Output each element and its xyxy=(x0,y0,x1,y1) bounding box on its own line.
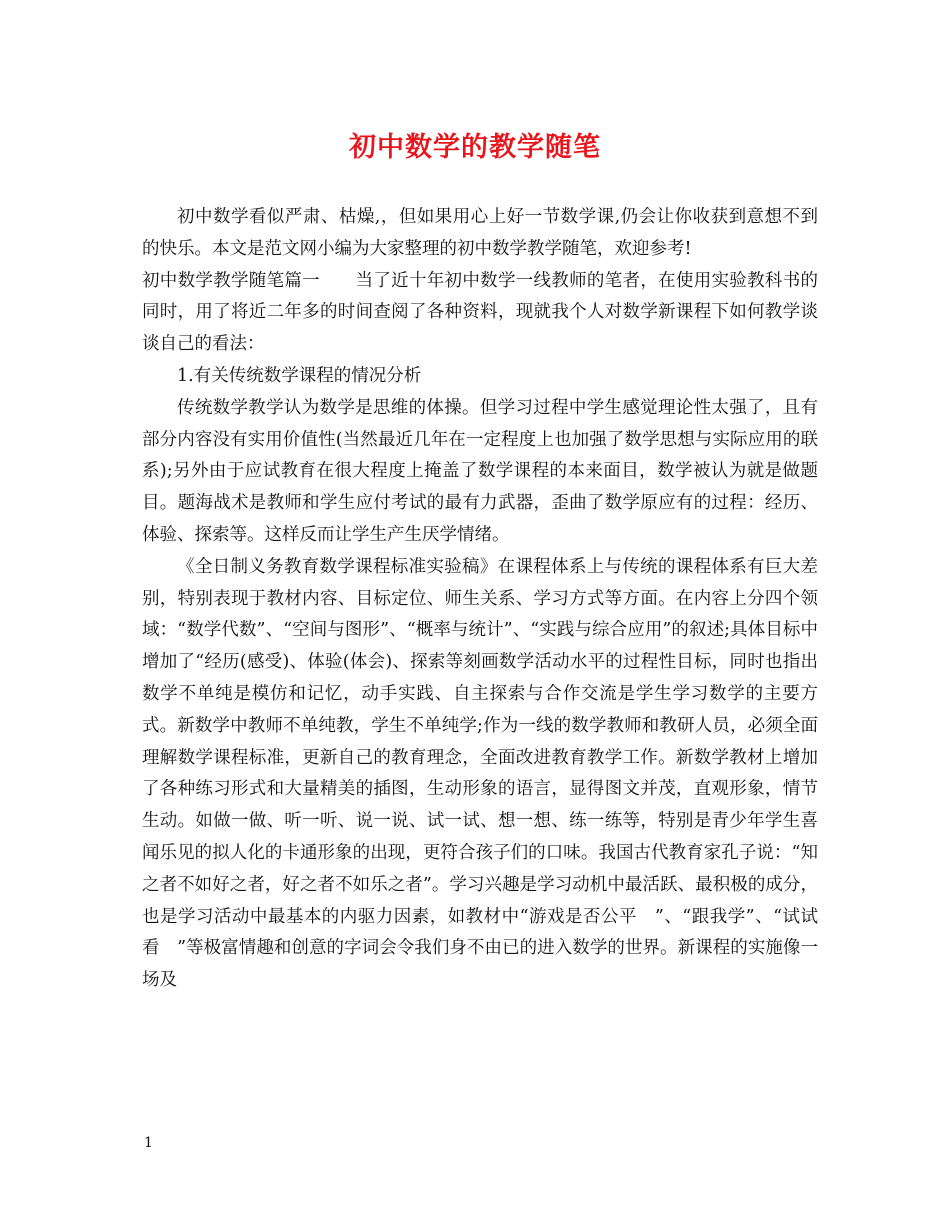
section-heading-1: 1.有关传统数学课程的情况分析 xyxy=(177,365,422,386)
paragraph-essay-one-opening: 初中数学教学随笔篇一 当了近十年初中数学一线教师的笔者，在使用实验教科书的同时，用了将近二年多的时间查阅了各种资料，现就我个人对数学新课程下如何教学谈谈自己的看法： xyxy=(142,270,818,355)
paragraph-traditional-teaching: 传统数学教学认为数学是思维的体操。但学习过程中学生感觉理论性太强了，且有部分内容没有实用价值性(当然最近几年在一定程度上也加强了数学思想与实际应用的联系);另外由于应试教育在很大程度上掩盖了数学课程的本来面目，数学被认为就是做题目。题海战术是教师和学生应付考试的最有力武器，歪曲了数学原应有的过程：经历、体验、探索等。这样反而让学生产生厌学情绪。 xyxy=(142,397,818,545)
document-title: 初中数学的教学随笔 xyxy=(349,132,601,163)
document-body xyxy=(142,202,818,997)
page-number: 1 xyxy=(144,1135,153,1151)
paragraph-curriculum-standard: 《全日制义务教育数学课程标准实验稿》在课程体系上与传统的课程体系有巨大差别，特别表现于教材内容、目标定位、师生关系、学习方式等方面。在内容上分四个领域：“数学代数”、“空间与图形”、“概率与统计”、“实践与综合应用”的叙述;具体目标中增加了“经历(感受)、体验(体会)、探索等刻画数学活动水平的过程性目标，同时也指出数学不单纯是模仿和记忆，动手实践、自主探索与合作交流是学生学习数学的主要方式。新数学中教师不单纯教，学生不单纯学;作为一线的数学教师和教研人员，必须全面理解数学课程标准，更新自己的教育理念，全面改进教育教学工作。新数学教材上增加了各种练习形式和大量精美的插图，生动形象的语言，显得图文并茂，直观形象，情节生动。如做一做、听一听、说一说、试一试、想一想、练一练等，特别是青少年学生喜闻乐见的拟人化的卡通形象的出现，更符合孩子们的口味。我国古代教育家孔子说：“知之者不如好之者，好之者不如乐之者”。学习兴趣是学习动机中最活跃、最积极的成分，也是学习活动中最基本的内驱力因素，如教材中“游戏是否公平 ”、“跟我学”、“试试看 ”等极富情趣和创意的字词会令我们身不由已的进入数学的世界。新课程的实施像一场及 xyxy=(142,556,818,991)
paragraph-intro: 初中数学看似严肃、枯燥,，但如果用心上好一节数学课,仍会让你收获到意想不到的快乐。本文是范文网小编为大家整理的初中数学教学随笔，欢迎参考! xyxy=(142,207,818,259)
